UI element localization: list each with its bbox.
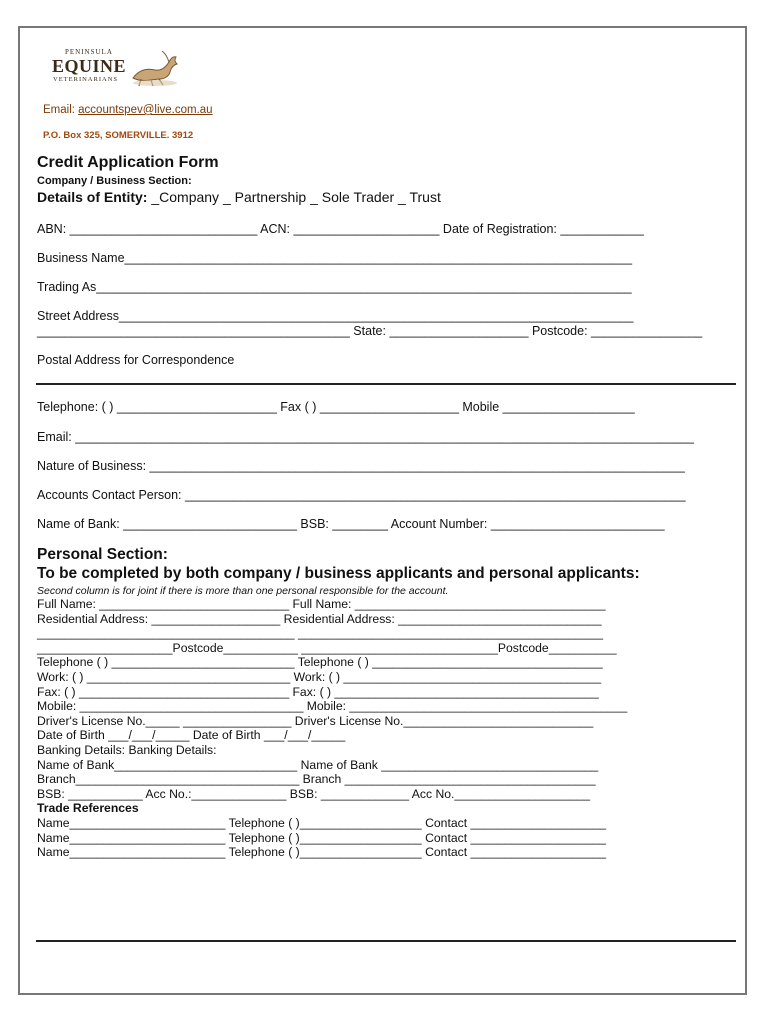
name-of-bank-row[interactable]: Name of Bank___________________________ Name of Bank ________________________________ — [37, 757, 599, 772]
contact-email — [43, 104, 213, 116]
entity-options: _Company _ Partnership _ Sole Trader _ Trust — [147, 189, 441, 205]
company-section-heading: Company / Business Section: — [37, 175, 192, 187]
email-link[interactable]: accountspev@live.com.au — [78, 104, 213, 116]
postal-address-label: Postal Address for Correspondence — [37, 353, 235, 367]
entity-label: Details of Entity: — [37, 189, 148, 205]
bsb-acc-row[interactable]: BSB: ___________ Acc No.:______________ BSB: _____________ Acc No.____________________ — [37, 786, 590, 801]
telephone-fax-mobile-row[interactable]: Telephone: ( ) _______________________ Fax ( ) ____________________ Mobile ___________________ — [37, 400, 635, 414]
bank-details-row[interactable]: Name of Bank: _________________________ BSB: ________ Account Number: _________________________ — [37, 517, 665, 531]
nature-of-business-field[interactable]: Nature of Business: _____________________________________________________________________________ — [37, 459, 685, 473]
full-name-row[interactable]: Full Name: ____________________________ Full Name: _____________________________________ — [37, 597, 606, 611]
business-name-field[interactable]: Business Name_________________________________________________________________________ — [37, 251, 633, 265]
footer-divider — [36, 940, 736, 942]
section-divider — [36, 383, 736, 385]
horse-icon — [129, 48, 181, 88]
logo-main-text: EQUINE — [52, 56, 127, 76]
logo-sub-text: VETERINARIANS — [53, 76, 118, 83]
trade-reference-row[interactable]: Name_______________________ Telephone ( )__________________ Contact ____________________ — [37, 816, 607, 830]
work-row[interactable]: Work: ( ) ______________________________ Work: ( ) ______________________________________ — [37, 670, 602, 684]
postcode-row[interactable]: ____________________Postcode___________ _____________________________Postcode__________ — [37, 640, 617, 655]
telephone-row[interactable]: Telephone ( ) ___________________________ Telephone ( ) __________________________________ — [37, 655, 603, 670]
drivers-license-row[interactable]: Driver's License No._____ ________________ Driver's License No.____________________________ — [37, 713, 594, 728]
fax-row[interactable]: Fax: ( ) _______________________________ Fax: ( ) _______________________________________ — [37, 684, 599, 699]
trading-as-field[interactable]: Trading As_____________________________________________________________________________ — [37, 280, 632, 294]
form-title: Credit Application Form — [37, 154, 219, 171]
logo-top-text: PENINSULA — [65, 48, 113, 56]
email-label: Email: — [43, 104, 79, 116]
banking-details-label: Banking Details: Banking Details: — [37, 743, 217, 757]
personal-section-note: Second column is for joint if there is more than one personal responsible for the account. — [37, 585, 449, 597]
company-logo — [37, 42, 183, 92]
street-address-field[interactable]: Street Address__________________________________________________________________________ — [37, 309, 634, 323]
email-field[interactable]: Email: _________________________________________________________________________________________ — [37, 430, 694, 444]
trade-reference-row[interactable]: Name_______________________ Telephone ( )__________________ Contact ____________________ — [37, 830, 607, 845]
trade-references-heading: Trade References — [37, 801, 139, 816]
residential-address-row[interactable]: Residential Address: ___________________ Residential Address: ______________________________ — [37, 611, 602, 626]
date-of-birth-row[interactable]: Date of Birth ___/___/_____ Date of Birth ___/___/_____ — [37, 728, 346, 743]
mobile-row[interactable]: Mobile: _________________________________ Mobile: _________________________________________ — [37, 699, 628, 714]
abn-acn-row[interactable]: ABN: ___________________________ ACN: _____________________ Date of Registration: ____________ — [37, 222, 644, 236]
personal-section-heading: Personal Section: — [37, 546, 168, 563]
trade-reference-row[interactable]: Name_______________________ Telephone ( )__________________ Contact ____________________ — [37, 845, 607, 860]
accounts-contact-field[interactable]: Accounts Contact Person: ________________________________________________________________________ — [37, 488, 686, 502]
personal-section-subheading: To be completed by both company / business applicants and personal applicants: — [37, 565, 640, 582]
branch-row[interactable]: Branch_________________________________ Branch _____________________________________ — [37, 772, 596, 787]
state-postcode-row[interactable]: _____________________________________________ State: ____________________ Postcode: ________________ — [37, 324, 703, 338]
address-line-row[interactable]: ______________________________________ _____________________________________________ — [37, 626, 603, 641]
po-box: P.O. Box 325, SOMERVILLE. 3912 — [43, 130, 194, 141]
entity-type-field[interactable] — [37, 189, 441, 205]
